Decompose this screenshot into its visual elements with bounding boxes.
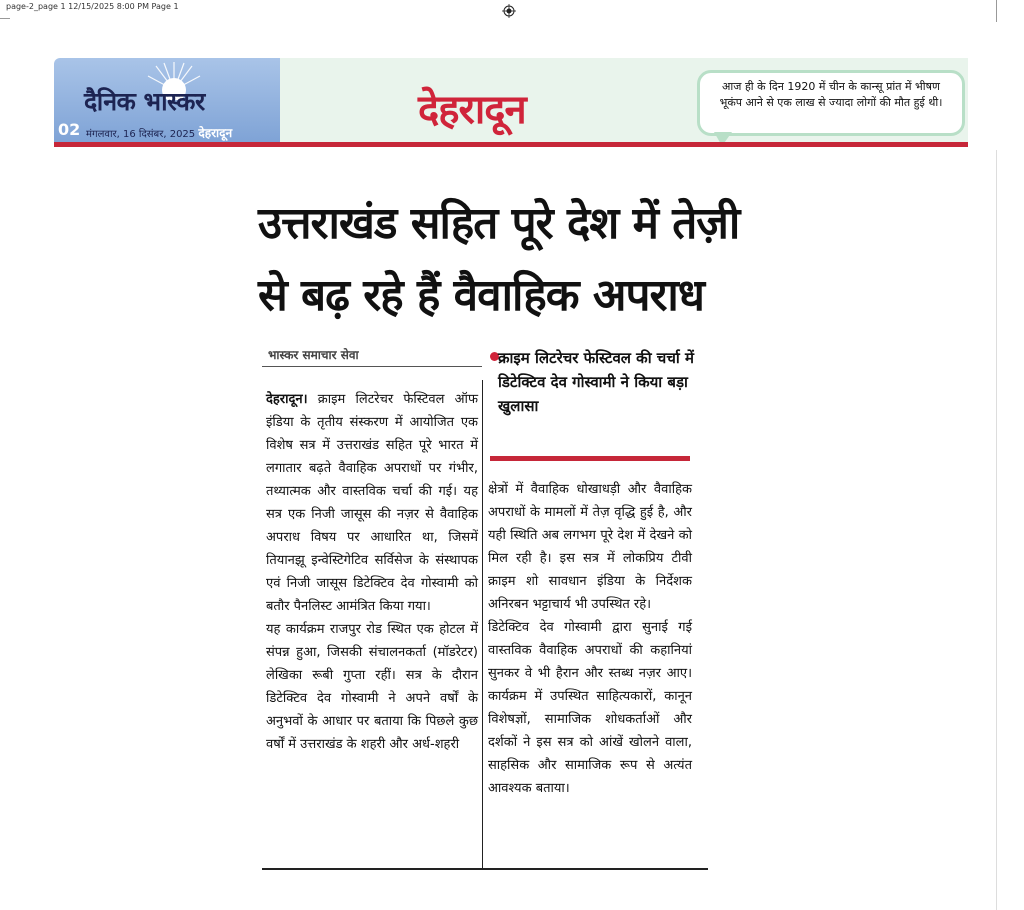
byline-rule <box>262 366 482 367</box>
paragraph: क्षेत्रों में वैवाहिक धोखाधड़ी और वैवाहिक अपराधों के मामलों में तेज़ वृद्धि हुई है, और यही स्थिति अब लगभग पूरे देश में देखने को मिल रही है। इस सत्र में लोकप्रिय टीवी क्राइम शो सावधान इंडिया के निर्देशक अनिरबन भट्टाचार्य भी उपस्थित रहे। <box>488 482 692 612</box>
headline-line-1: उत्तराखंड सहित पूरे देश में तेज़ी <box>258 198 740 249</box>
headline-line-2: से बढ़ रहे हैं वैवाहिक अपराध <box>258 270 704 321</box>
masthead-logo-block <box>54 58 280 142</box>
paragraph <box>266 388 478 618</box>
masthead-date <box>86 124 232 141</box>
byline: भास्कर समाचार सेवा <box>268 348 359 362</box>
pullquote: क्राइम लिटरेचर फेस्टिवल की चर्चा में डिटेक्टिव देव गोस्वामी ने किया बड़ा खुलासा <box>498 349 694 415</box>
page-number: 02 <box>58 120 81 139</box>
column-divider <box>482 380 483 868</box>
newspaper-logo: दैनिक भास्कर <box>84 87 205 116</box>
paragraph-text: क्राइम लिटरेचर फेस्टिवल ऑफ इंडिया के तृतीय संस्करण में आयोजित एक विशेष सत्र में उत्तराखंड सहित पूरे भारत में लगातार बढ़ते वैवाहिक अपराधों पर गंभीर, तथ्यात्मक और वास्तविक चर्चा की गई। यह सत्र एक निजी जासूस की नज़र से वैवाहिक अपराध विषय पर आधारित था, जिसमें तियानझू इन्वेस्टिगेटिव सर्विसेज के संस्थापक एवं निजी जासूस डिटेक्टिव देव गोस्वामी को बतौर पैनलिस्ट आमंत्रित किया गया। <box>266 392 478 614</box>
crop-mark-top <box>0 18 10 19</box>
issue-date: मंगलवार, 16 दिसंबर, 2025 <box>86 129 196 140</box>
article-column-2 <box>488 478 692 800</box>
article-bottom-rule <box>262 868 708 870</box>
registration-mark-icon <box>502 4 516 18</box>
paragraph: यह कार्यक्रम राजपुर रोड स्थित एक होटल में संपन्न हुआ, जिसकी संचालनकर्ता (मॉडरेटर) लेखिका रूबी गुप्ता रहीं। सत्र के दौरान डिटेक्टिव देव गोस्वामी ने अपने वर्षों के अनुभवों के आधार पर बताया कि पिछले कुछ वर्षों में उत्तराखंड के शहरी और अर्ध-शहरी <box>266 622 478 752</box>
section-title: देहरादून <box>418 87 526 133</box>
pullquote-rule <box>490 456 690 461</box>
article-column-1 <box>266 388 478 756</box>
masthead-rule <box>54 142 968 147</box>
edition-city: देहरादून <box>198 126 233 140</box>
today-in-history-box: आज ही के दिन 1920 में चीन के कान्सू प्रांत में भीषण भूकंप आने से एक लाख से ज्यादा लोगों की मौत हुई थी। <box>697 70 965 136</box>
article-headline <box>258 188 740 332</box>
paragraph: डिटेक्टिव देव गोस्वामी द्वारा सुनाई गई वास्तविक वैवाहिक अपराधों की कहानियां सुनकर वे भी हैरान और स्तब्ध नज़र आए। कार्यक्रम में उपस्थित साहित्यकारों, कानून विशेषज्ञों, सामाजिक शोधकर्ताओं और दर्शकों ने इस सत्र को आंखें खोलने वाला, साहसिक और सामाजिक रूप से अत्यंत आवश्यक बताया। <box>488 620 692 796</box>
crop-mark-right <box>996 0 997 22</box>
dateline: देहरादून। <box>266 392 308 407</box>
print-meta: page-2_page 1 12/15/2025 8:00 PM Page 1 <box>6 2 179 11</box>
crop-mark-right-lower <box>996 150 997 910</box>
